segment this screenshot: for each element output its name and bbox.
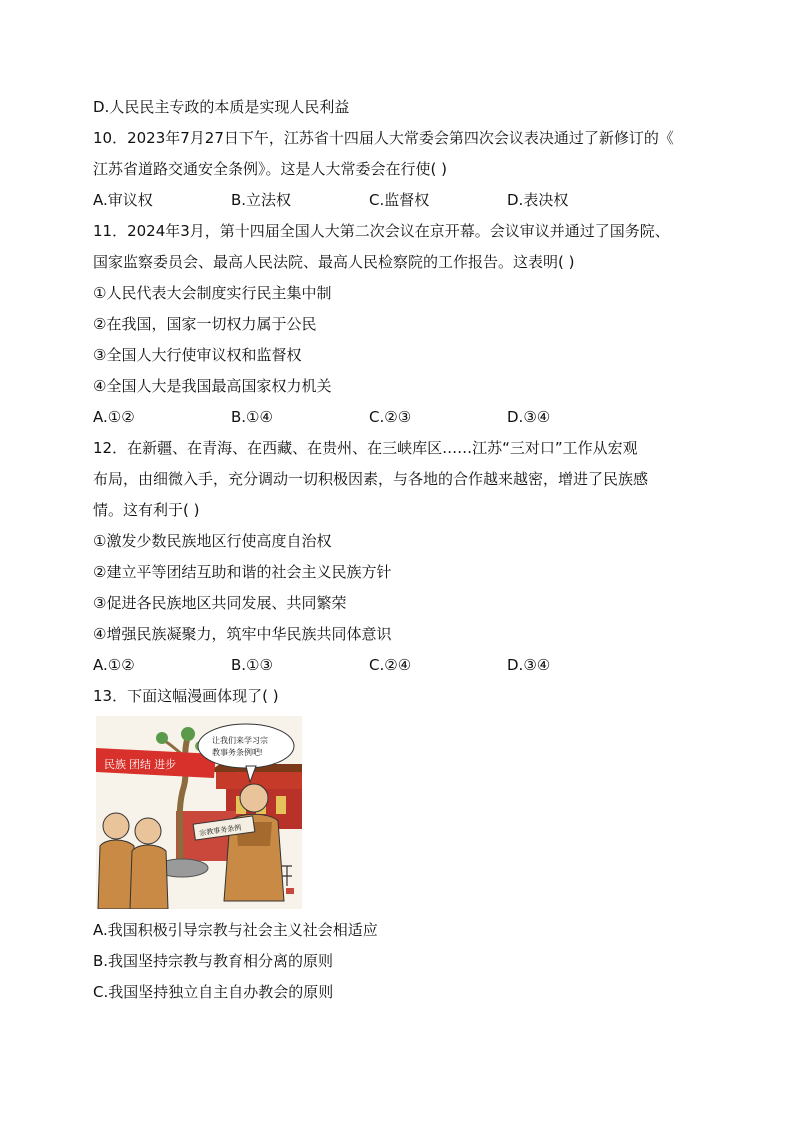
question-12-stem-line-2: 布局，由细微入手，充分调动一切积极因素，与各地的合作越来越密，增进了民族感 <box>93 470 649 488</box>
question-12-options <box>93 650 713 681</box>
question-12-item-4: ④增强民族凝聚力，筑牢中华民族共同体意识 <box>93 625 392 643</box>
option-b: B.①③ <box>231 656 273 674</box>
option-a: A.审议权 <box>93 191 153 209</box>
question-10-stem-line-2: 江苏省道路交通安全条例》。这是人大常委会在行使( ) <box>93 160 447 178</box>
question-13-option-c: C.我国坚持独立自主自办教会的原则 <box>93 983 334 1001</box>
bubble-line-1: 让我们来学习宗 <box>212 736 268 745</box>
option-c: C.监督权 <box>369 191 430 209</box>
question-10-stem-line-1: 10．2023年7月27日下午，江苏省十四届人大常委会第四次会议表决通过了新修订的《 <box>93 129 674 147</box>
option-line: D.人民民主专政的本质是实现人民利益 <box>93 98 350 116</box>
question-12-item-1: ①激发少数民族地区行使高度自治权 <box>93 532 332 550</box>
question-12-item-2: ②建立平等团结互助和谐的社会主义民族方针 <box>93 563 392 581</box>
bubble-line-2: 教事务条例吧! <box>212 748 263 757</box>
seal-icon <box>286 888 294 894</box>
question-11-options <box>93 402 713 433</box>
question-12-stem-line-1: 12．在新疆、在青海、在西藏、在贵州、在三峡库区……江苏“三对口”工作从宏观 <box>93 439 638 457</box>
option-c: C.②③ <box>369 408 412 426</box>
option-a: A.①② <box>93 656 135 674</box>
question-11-stem-line-1: 11．2024年3月，第十四届全国人大第二次会议在京开幕。会议审议并通过了国务院、 <box>93 222 670 240</box>
banner-text: 民族 团结 进步 <box>104 759 177 771</box>
option-b: B.立法权 <box>231 191 292 209</box>
question-13-option-a: A.我国积极引导宗教与社会主义社会相适应 <box>93 921 378 939</box>
question-12-item-3: ③促进各民族地区共同发展、共同繁荣 <box>93 594 347 612</box>
option-d: D.③④ <box>507 656 551 674</box>
option-c: C.②④ <box>369 656 412 674</box>
question-11-item-3: ③全国人大行使审议权和监督权 <box>93 346 302 364</box>
question-13-option-b: B.我国坚持宗教与教育相分离的原则 <box>93 952 334 970</box>
cartoon-image <box>96 716 302 909</box>
question-11-item-4: ④全国人大是我国最高国家权力机关 <box>93 377 332 395</box>
speech-bubble <box>198 724 294 768</box>
option-b: B.①④ <box>231 408 273 426</box>
scroll-text: 宗教事务条例 <box>199 824 242 838</box>
option-d: D.③④ <box>507 408 551 426</box>
question-13-stem: 13．下面这幅漫画体现了( ) <box>93 687 279 705</box>
question-10-options <box>93 185 713 216</box>
option-a: A.①② <box>93 408 135 426</box>
question-11-item-1: ①人民代表大会制度实行民主集中制 <box>93 284 332 302</box>
question-12-stem-line-3: 情。这有利于( ) <box>93 501 200 519</box>
question-11-stem-line-2: 国家监察委员会、最高人民法院、最高人民检察院的工作报告。这表明( ) <box>93 253 575 271</box>
question-11-item-2: ②在我国，国家一切权力属于公民 <box>93 315 317 333</box>
option-d: D.表决权 <box>507 191 569 209</box>
exam-page <box>93 92 713 1008</box>
